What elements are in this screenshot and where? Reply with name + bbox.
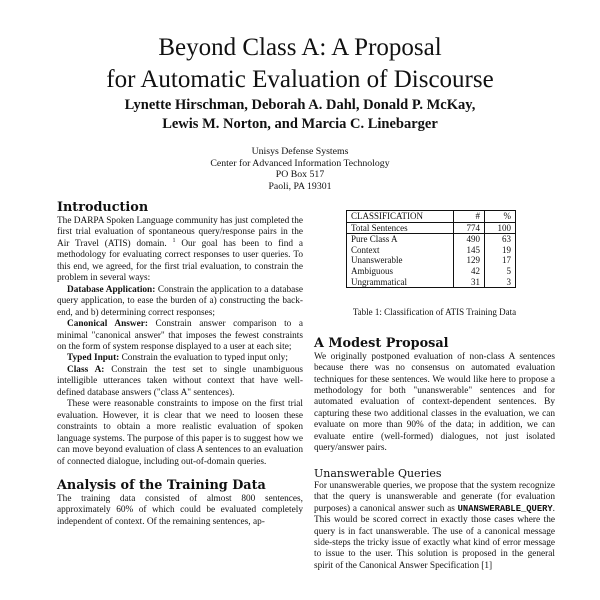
table-total-count: 774 [454,222,485,234]
unanswerable-heading: Unanswerable Queries [314,466,442,480]
table-cell-count: 129 [454,255,485,266]
modest-heading: A Modest Proposal [314,335,449,351]
constraint-text: Constrain the test set to single unambiguous intelligible utterances taken without context that have well-defined database answers ("class A" sentences). [57,364,303,398]
analysis-paragraph: The training data consisted of almost 800 sentences, approximately 60% of which could be evaluated completely independent of context. Of the remaining sentences, ap- [57,493,303,527]
intro-text-rest: Our goal has been to find a methodology for evaluating correct responses to user queries. To this end, we agreed, for the first trial evaluation, to constrain the problem in several ways: [57,238,303,284]
constraint-canonical [57,319,303,353]
affiliation-center: Center for Advanced Information Technology [210,157,390,169]
table-header-percent: % [485,211,516,223]
constraint-label: Typed Input: [67,353,120,364]
intro-heading: Introduction [57,200,149,215]
table-caption: Table 1: Classification of ATIS Training Data [352,307,517,318]
table-total-percent: 100 [485,222,516,234]
table-row [347,245,516,256]
authors-line-1: Lynette Hirschman, Deborah A. Dahl, Donald P. McKay, [124,97,476,113]
table-cell-label: Ambiguous [347,266,454,277]
table-row [347,266,516,277]
affiliation-box: PO Box 517 [275,169,325,180]
table-cell-count: 42 [454,266,485,277]
table-cell-label: Unanswerable [347,255,454,266]
table-row [347,277,516,288]
constraint-text: Constrain answer comparison to a minimal "canonical answer" that imposes the fewest constraints on the form of system response displayed to a user at each site; [57,319,304,352]
unanswerable-text-rest: . This would be scored correct in exactly those cases where the query is in fact unanswerable. The use of a canonical message side-steps the tricky issue of exactly what kind of error message to issue to the user. This solution is proposed in the general spirit of the Canonical Answer Specification [1] [314,503,555,571]
constraint-typed [57,353,303,364]
author-list [0,96,600,134]
intro-closing-paragraph: These were reasonable constraints to impose on the first trial evaluation. However, it is clear that we need to loosen these constraints to obtain a more realistic evaluation of spoken language systems. The purpose of this paper is to suggest how we can move beyond evaluation of class A sentences to an evaluation of connected dialogue, including out-of-domain queries. [57,399,303,467]
affiliation-block [0,146,600,192]
unanswerable-paragraph [314,481,555,573]
table-cell-percent: 63 [485,234,516,245]
intro-paragraph [57,216,303,285]
constraint-text: Constrain the application to a database query application, to ease the burden of a) constructing the back-end, and b) determining correct responses; [57,284,303,318]
table-cell-percent: 17 [485,255,516,266]
title-line-2: for Automatic Evaluation of Discourse [106,66,494,93]
paper-title [0,32,600,96]
constraint-database [57,285,303,319]
constraint-label: Database Application: [67,284,156,295]
constraint-label: Class A: [67,364,105,375]
intro-text: The DARPA Spoken Language community has just completed the first trial evaluation of spontaneous query/response pairs in the Air Travel (ATIS) domain. [57,216,303,249]
constraint-class-a [57,365,303,399]
affiliation-org: Unisys Defense Systems [251,146,349,157]
right-column [314,210,555,572]
table-cell-label: Ungrammatical [347,277,454,288]
analysis-heading: Analysis of the Training Data [57,477,266,493]
unanswerable-token: UNANSWERABLE_QUERY [457,503,553,514]
table-cell-count: 145 [454,245,485,256]
constraint-text: Constrain the evaluation to typed input only; [121,353,288,364]
unanswerable-text: For unanswerable queries, we propose that the system recognize that the query is unanswerable and generate (for evaluation purposes) a canonical answer such as [314,480,555,514]
table-cell-count: 31 [454,277,485,288]
authors-line-2: Lewis M. Norton, and Marcia C. Linebarger [162,116,438,132]
classification-table [346,210,516,288]
table-row [347,255,516,266]
table-cell-percent: 3 [485,277,516,288]
title-line-1: Beyond Class A: A Proposal [158,34,442,61]
constraint-label: Canonical Answer: [67,319,148,330]
table-header-classification: CLASSIFICATION [347,211,454,223]
affiliation-city: Paoli, PA 19301 [268,180,332,192]
modest-paragraph: We originally postponed evaluation of non-class A sentences because there was no consensus on automated evaluation techniques for these sentences. We would like here to propose a methodology for both "unanswerable" sentences and for automated evaluation of context-dependent sentences. By capturing these two additional classes in the evaluation, we can evaluate on more than 90% of the data; in addition, we can evaluate entire (well-formed) dialogues, not just isolated query/answer pairs. [314,351,555,454]
table-cell-percent: 19 [485,245,516,256]
table-row [347,234,516,245]
left-column [57,200,303,528]
table-cell-percent: 5 [485,266,516,277]
table-cell-count: 490 [454,234,485,245]
table-header-count: # [454,211,485,223]
table-cell-label: Context [347,245,454,256]
table-cell-label: Pure Class A [347,234,454,245]
footnote-marker: 1 [172,237,176,244]
table-total-label: Total Sentences [347,222,454,234]
